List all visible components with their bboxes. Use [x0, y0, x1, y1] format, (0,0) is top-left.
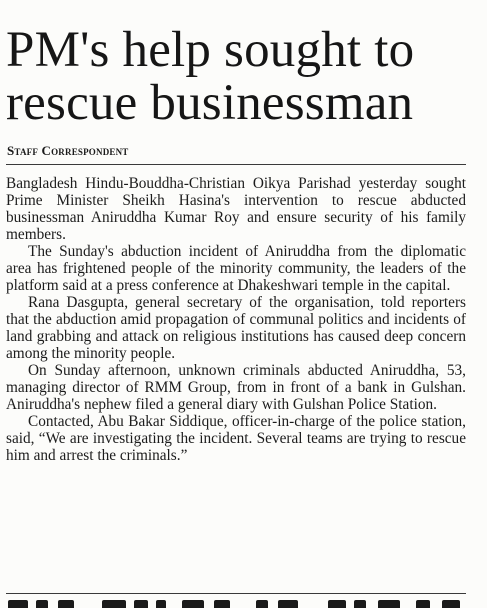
byline-rule: [6, 164, 466, 165]
paragraph-1: Bangladesh Hindu-Bouddha-Christian Oikya Parishad yesterday sought Prime Minister Sheikh Hasina's intervention to rescue abducted businessman Aniruddha Kumar Roy and ensure security of his family members.: [6, 175, 466, 243]
article-divider: [6, 593, 466, 594]
article-headline: [6, 24, 476, 130]
article-body: [6, 175, 466, 464]
headline-line: PM's help sought to: [6, 22, 415, 78]
paragraph-4: On Sunday afternoon, unknown criminals abducted Aniruddha, 53, managing director of RMM Group, from in front of a bank in Gulshan. Aniruddha's nephew filed a general diary with Gulshan Police Station.: [6, 362, 466, 413]
paragraph-5: Contacted, Abu Bakar Siddique, officer-in-charge of the police station, said, “We are investigating the incident. Several teams are trying to rescue him and arrest the criminals.”: [6, 413, 466, 464]
next-headline-fragment: [6, 600, 466, 608]
article-byline: Staff Correspondent: [7, 143, 129, 158]
paragraph-3: Rana Dasgupta, general secretary of the organisation, told reporters that the abduction amid propagation of communal politics and incidents of land grabbing and attack on religious institutions has caused deep concern among the minority people.: [6, 294, 466, 362]
paragraph-2: The Sunday's abduction incident of Aniruddha from the diplomatic area has frightened people of the minority community, the leaders of the platform said at a press conference at Dhakeshwari temple in the capital.: [6, 243, 466, 294]
headline-line: rescue businessman: [6, 75, 414, 131]
